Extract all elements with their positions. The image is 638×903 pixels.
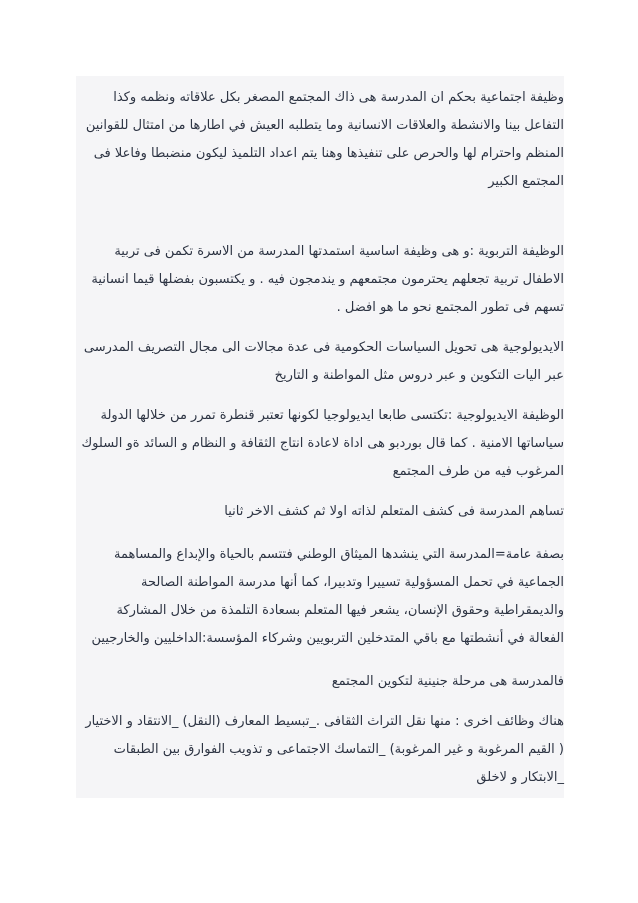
- paragraph-spacer: [76, 486, 564, 498]
- paragraph-spacer: [76, 196, 564, 238]
- paragraph-self-discovery: تساهم المدرسة فى كشف المتعلم لذاته اولا ثم كشف الاخر ثانيا: [224, 504, 564, 519]
- paragraph-spacer: [76, 322, 564, 334]
- paragraph-embryonic-stage: فالمدرسة هى مرحلة جنينية لتكوين المجتمع: [331, 674, 564, 689]
- paragraph-general: بصفة عامة=المدرسة التي ينشدها الميثاق الوطني فتتسم بالحياة والإبداع والمساهمة الجماعية في تحمل المسؤولية تسييرا وتدبيرا، كما أنها مدرسة المواطنة الصالحة والديمقراطية وحقوق الإنسان، يشعر فيها المتعلم بسعادة التلمذة من خلال المشاركة الفعالة في أنشطتها مع باقي المتدخلين التربويين وشركاء المؤسسة:الداخليين والخارجيين: [91, 547, 564, 646]
- paragraph-ideology: الايديولوجية هى تحويل السياسات الحكومية فى عدة مجالات الى مجال التصريف المدرسى عبر اليات التكوين و عبر دروس مثل المواطنة و التاريخ: [83, 340, 564, 383]
- paragraph-ideological-function: الوظيفة الايديولوجية :تكتسى طابعا ايديولوجيا لكونها تعتبر قنطرة تمرر من خلالها الدولة سياساتها الامنية . كما قال بوردبو هى اداة لاعادة انتاج الثقافة و النظام و السائد ةو السلوك المرغوب فيه من طرف المجتمع: [81, 408, 564, 479]
- paragraph-spacer: [76, 696, 564, 708]
- paragraph-other-functions: هناك وظائف اخرى : منها نقل التراث الثقافى ._تبسيط المعارف (النقل) _الانتقاد و الاختيار ( القيم المرغوبة و غير المرغوبة) _التماسك الاجتماعى و تذويب الفوارق بين الطبقات _الابتكار و لاخلق: [85, 714, 564, 785]
- paragraph-spacer: [76, 526, 564, 541]
- paragraph-spacer: [76, 653, 564, 668]
- paragraph-social-function: وظيفة اجتماعية بحكم ان المدرسة هى ذاك المجتمع المصغر بكل علاقاته ونظمه وكذا التفاعل بينا والانشطة والعلاقات الانسانية وما يتطلبه العيش في اطارها من امتثال للقوانين المنظم واحترام لها والحرص على تنفيذها وهنا يتم اعداد التلميذ ليكون منضبطا وفاعلا فى المجتمع الكبير: [85, 90, 564, 189]
- paragraph-educational-function: الوظيفة التربوية :و هى وظيفة اساسية استمدتها المدرسة من الاسرة تكمن فى تربية الاطفال تربية تجعلهم يحترمون مجتمعهم و يندمجون فيه . و يكتسبون بفضلها قيما انسانية تسهم فى تطور المجتمع نحو ما هو افضل .: [91, 244, 564, 315]
- paragraph-spacer: [76, 390, 564, 402]
- document-body: [76, 76, 564, 798]
